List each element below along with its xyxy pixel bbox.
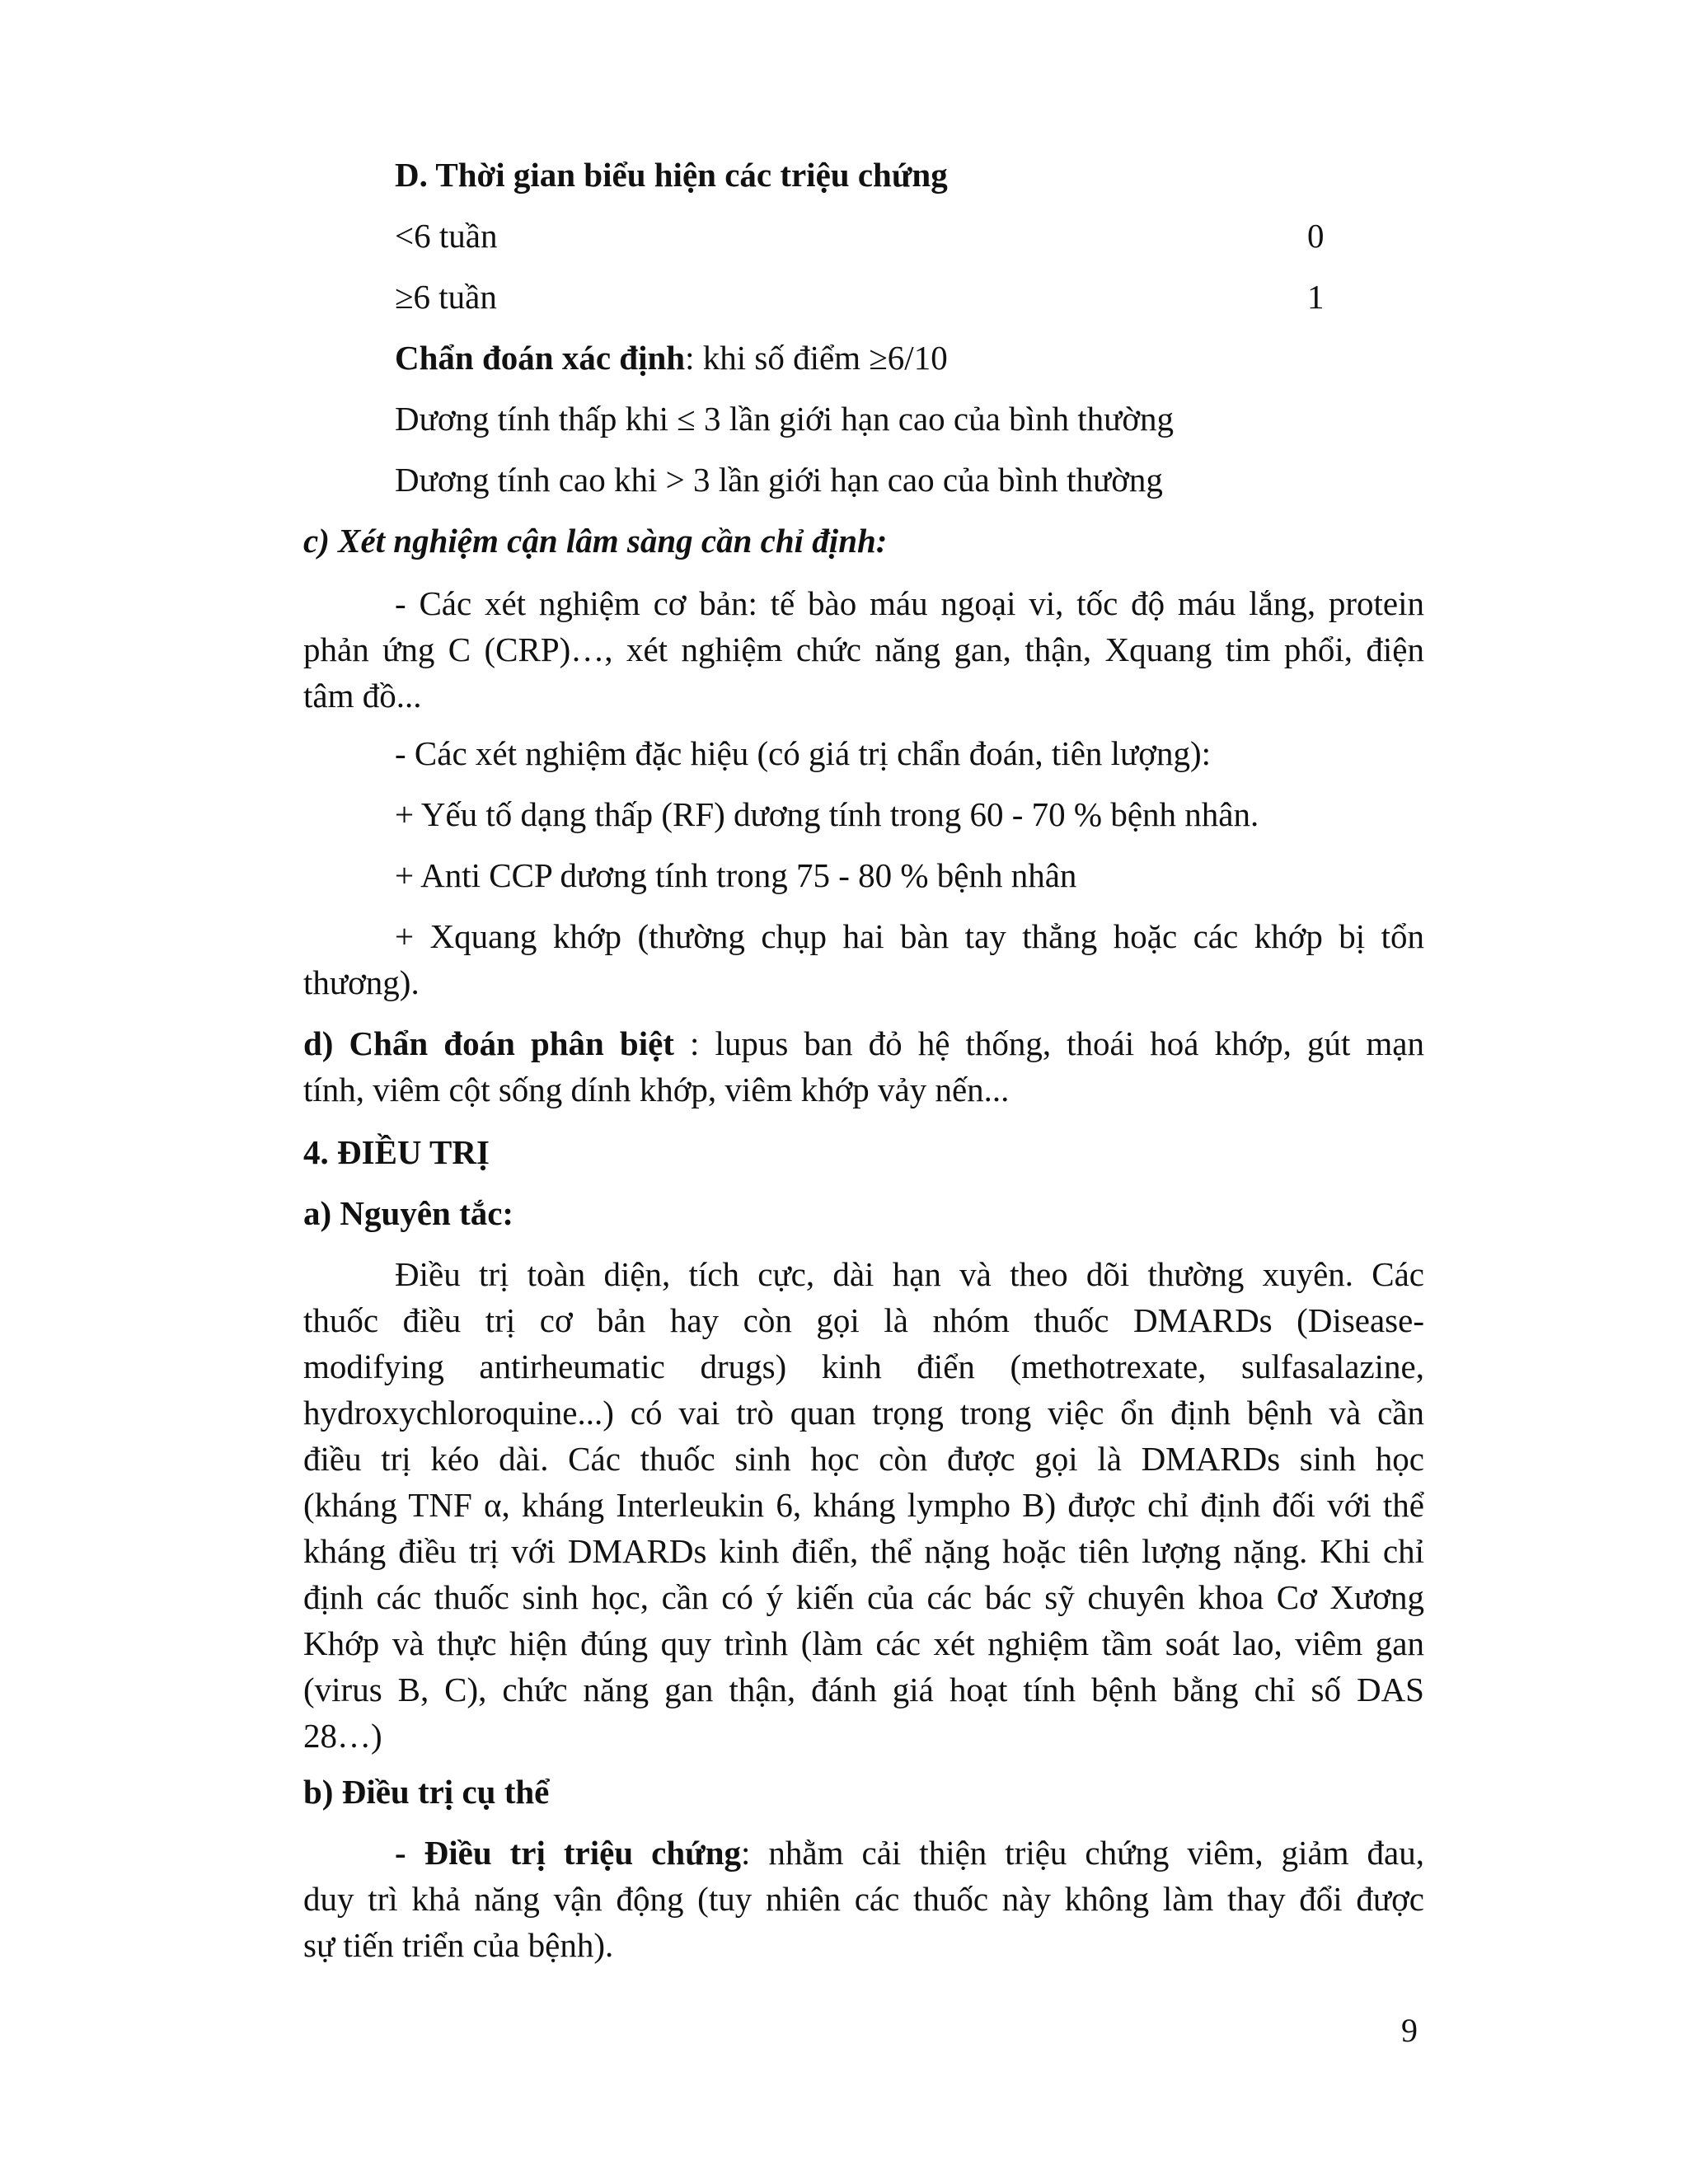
- paragraph-line: 28…): [303, 1717, 382, 1755]
- diagnosis-criteria-text: : khi số điểm ≥6/10: [685, 339, 948, 377]
- paragraph-line: [303, 1020, 1424, 1066]
- xray-item: [303, 913, 1424, 1005]
- low-positive-note: Dương tính thấp khi ≤ 3 lần giới hạn cao của bình thường: [395, 400, 1175, 438]
- paragraph-line: điều trị kéo dài. Các thuốc sinh học còn được gọi là DMARDs sinh học: [303, 1440, 1424, 1478]
- paragraph-line: (virus B, C), chức năng gan thận, đánh giá hoạt tính bệnh bằng chỉ số DAS: [303, 1671, 1424, 1708]
- duration-row-score: 0: [1307, 217, 1325, 255]
- specific-tests-intro: - Các xét nghiệm đặc hiệu (có giá trị chẩn đoán, tiên lượng):: [395, 734, 1211, 772]
- section-4-heading: 4. ĐIỀU TRỊ: [303, 1133, 490, 1171]
- diagnosis-criteria: [395, 335, 1424, 381]
- paragraph-line: - Các xét nghiệm cơ bản: tế bào máu ngoại vi, tốc độ máu lắng, protein: [395, 584, 1424, 622]
- paragraph-line: hydroxychloroquine...) có vai trò quan trọng trong việc ổn định bệnh và cần: [303, 1394, 1424, 1432]
- paragraph-line: kháng điều trị với DMARDs kinh điển, thể nặng hoặc tiên lượng nặng. Khi chỉ: [303, 1532, 1424, 1570]
- section-c-heading: c) Xét nghiệm cận lâm sàng cần chỉ định:: [303, 522, 888, 560]
- paragraph-line: thương).: [303, 963, 420, 1001]
- paragraph-line: sự tiến triển của bệnh).: [303, 1926, 614, 1964]
- section-d-heading: D. Thời gian biểu hiện các triệu chứng: [395, 156, 948, 194]
- anti-ccp-item: + Anti CCP dương tính trong 75 - 80 % bệnh nhân: [395, 856, 1077, 894]
- paragraph-text: : lupus ban đỏ hệ thống, thoái hoá khớp, gút mạn: [673, 1024, 1424, 1062]
- duration-row-label: ≥6 tuần: [395, 278, 497, 316]
- rf-test-item: + Yếu tố dạng thấp (RF) dương tính trong 60 - 70 % bệnh nhân.: [395, 795, 1259, 833]
- specific-treatment-heading: b) Điều trị cụ thể: [303, 1773, 550, 1811]
- principles-heading: a) Nguyên tắc:: [303, 1194, 514, 1232]
- paragraph-line: tâm đồ...: [303, 677, 422, 715]
- paragraph-line: định các thuốc sinh học, cần có ý kiến của các bác sỹ chuyên khoa Cơ Xương: [303, 1578, 1424, 1616]
- high-positive-note: Dương tính cao khi > 3 lần giới hạn cao của bình thường: [395, 461, 1163, 499]
- paragraph-line: modifying antirheumatic drugs) kinh điển (methotrexate, sulfasalazine,: [303, 1347, 1424, 1385]
- differential-diagnosis: [303, 1020, 1424, 1113]
- paragraph-line: phản ứng C (CRP)…, xét nghiệm chức năng gan, thận, Xquang tim phổi, điện: [303, 630, 1424, 668]
- paragraph-line: [303, 1830, 1424, 1876]
- principles-paragraph: [303, 1251, 1424, 1759]
- symptomatic-treatment-paragraph: [303, 1830, 1424, 1968]
- paragraph-line: Khớp và thực hiện đúng quy trình (làm các xét nghiệm tầm soát lao, viêm gan: [303, 1624, 1424, 1662]
- paragraph-line: thuốc điều trị cơ bản hay còn gọi là nhóm thuốc DMARDs (Disease-: [303, 1301, 1424, 1339]
- paragraph-text: : nhằm cải thiện triệu chứng viêm, giảm đau,: [741, 1834, 1424, 1872]
- duration-row-score: 1: [1307, 278, 1325, 316]
- paragraph-line: (kháng TNF α, kháng Interleukin 6, kháng lympho B) được chỉ định đối với thể: [303, 1486, 1424, 1524]
- diagnosis-criteria-label: Chẩn đoán xác định: [395, 339, 686, 377]
- duration-row-label: <6 tuần: [395, 217, 498, 255]
- page-number: 9: [1401, 2012, 1418, 2049]
- paragraph-line: + Xquang khớp (thường chụp hai bàn tay thẳng hoặc các khớp bị tổn: [395, 917, 1424, 955]
- paragraph-line: Điều trị toàn diện, tích cực, dài hạn và theo dõi thường xuyên. Các: [395, 1255, 1424, 1293]
- basic-tests-paragraph: [303, 580, 1424, 719]
- symptomatic-treatment-label: - Điều trị triệu chứng: [395, 1834, 742, 1872]
- paragraph-line: tính, viêm cột sống dính khớp, viêm khớp vảy nến...: [303, 1071, 1010, 1108]
- differential-diagnosis-label: d) Chẩn đoán phân biệt: [303, 1024, 674, 1062]
- paragraph-line: duy trì khả năng vận động (tuy nhiên các thuốc này không làm thay đổi được: [303, 1880, 1424, 1918]
